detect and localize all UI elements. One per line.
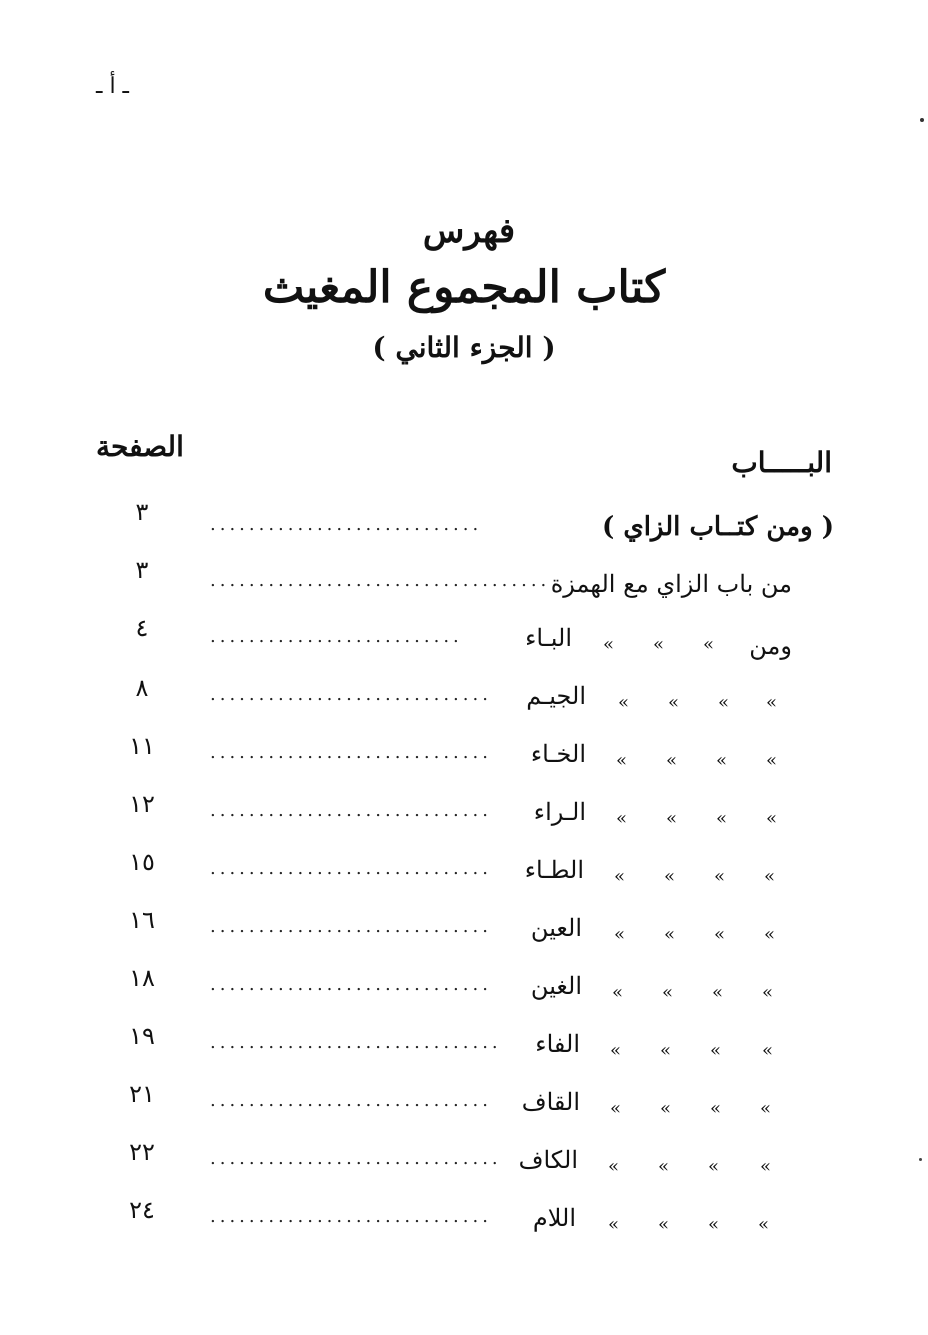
toc-page: ١١ <box>129 732 155 760</box>
ditto-mark: » <box>660 1098 672 1119</box>
toc-label: الخـاء <box>530 740 586 768</box>
toc-page: ١٨ <box>129 964 155 992</box>
ditto-mark: » <box>762 982 774 1003</box>
toc-dots: ............................. <box>210 1206 492 1227</box>
ditto-mark: » <box>608 1156 620 1177</box>
page-mark: ـ أ ـ <box>96 74 129 99</box>
ditto-mark: » <box>608 1214 620 1235</box>
toc-dots: .............................. <box>210 1148 502 1169</box>
ditto-mark: » <box>660 1040 672 1061</box>
ditto-mark: » <box>712 982 724 1003</box>
ditto-mark: » <box>603 634 615 655</box>
ditto-mark: » <box>764 924 776 945</box>
ditto-mark: » <box>653 634 665 655</box>
toc-page: ٢١ <box>129 1080 155 1108</box>
toc-row <box>0 1196 928 1262</box>
ditto-mark: » <box>714 866 726 887</box>
ditto-mark: » <box>664 924 676 945</box>
ditto-mark: » <box>708 1156 720 1177</box>
ditto-mark: » <box>708 1214 720 1235</box>
ditto-mark: » <box>612 982 624 1003</box>
toc-label: القاف <box>521 1088 580 1116</box>
toc-page: ٨ <box>135 674 149 702</box>
toc-label: العين <box>530 914 582 942</box>
ditto-mark: » <box>610 1040 622 1061</box>
toc-dots: .......................... <box>210 626 463 647</box>
toc-page: ١٥ <box>129 848 155 876</box>
toc-page: ٤ <box>135 614 149 642</box>
ditto-mark: » <box>758 1214 770 1235</box>
toc-dots: ............................. <box>210 1090 492 1111</box>
toc-dots: ................................... <box>210 570 551 591</box>
ditto-mark: » <box>658 1156 670 1177</box>
toc-label: البـاء <box>525 624 572 652</box>
toc-label: الفاء <box>535 1030 580 1058</box>
ditto-mark: » <box>766 692 778 713</box>
ditto-mark: » <box>703 634 715 655</box>
edge-mark <box>920 118 924 122</box>
ditto-mark: » <box>618 692 630 713</box>
ditto-mark: » <box>716 808 728 829</box>
toc-dots: ............................. <box>210 916 492 937</box>
title-index: فهرس <box>422 211 516 251</box>
ditto-mark: » <box>610 1098 622 1119</box>
header-page: الصفحة <box>96 430 184 463</box>
toc-label: من باب الزاي مع الهمزة <box>550 570 792 598</box>
ditto-mark: » <box>664 866 676 887</box>
toc-prefix: ومن <box>749 632 792 660</box>
toc-dots: ............................. <box>210 800 492 821</box>
ditto-mark: » <box>668 692 680 713</box>
ditto-mark: » <box>666 808 678 829</box>
ditto-mark: » <box>616 750 628 771</box>
toc-dots: ............................. <box>210 858 492 879</box>
toc-page: ١٦ <box>129 906 155 934</box>
ditto-mark: » <box>718 692 730 713</box>
ditto-mark: » <box>662 982 674 1003</box>
ditto-mark: » <box>710 1098 722 1119</box>
toc-page: ٢٤ <box>129 1196 155 1224</box>
toc-dots: ............................. <box>210 684 492 705</box>
toc-label: الغين <box>530 972 582 1000</box>
ditto-mark: » <box>766 750 778 771</box>
toc-dots: ............................. <box>210 974 492 995</box>
title-volume: ( الجزء الثاني ) <box>372 331 556 364</box>
toc-label: الكاف <box>518 1146 578 1174</box>
ditto-mark: » <box>766 808 778 829</box>
toc-dots: ............................. <box>210 742 492 763</box>
toc-page: ٣ <box>135 556 149 584</box>
ditto-mark: » <box>716 750 728 771</box>
toc-label: اللام <box>532 1204 576 1232</box>
ditto-mark: » <box>714 924 726 945</box>
toc-label: ( ومن كتــاب الزاي ) <box>601 512 834 542</box>
toc-page: ٣ <box>135 498 149 526</box>
title-block <box>0 206 928 376</box>
ditto-mark: » <box>762 1040 774 1061</box>
toc-label: الجيـم <box>526 682 586 710</box>
ditto-mark: » <box>658 1214 670 1235</box>
ditto-mark: » <box>666 750 678 771</box>
toc-label: الطـاء <box>524 856 584 884</box>
header-chapter: البـــــاب <box>731 446 832 479</box>
title-book: كتاب المجموع المغيث <box>262 262 666 313</box>
toc-dots: ............................ <box>210 514 483 535</box>
toc-page: ١٩ <box>129 1022 155 1050</box>
ditto-mark: » <box>616 808 628 829</box>
ditto-mark: » <box>614 924 626 945</box>
toc-dots: .............................. <box>210 1032 502 1053</box>
ditto-mark: » <box>710 1040 722 1061</box>
ditto-mark: » <box>614 866 626 887</box>
toc-page: ١٢ <box>129 790 155 818</box>
toc-label: الـراء <box>533 798 586 826</box>
toc-page: ٢٢ <box>129 1138 155 1166</box>
ditto-mark: » <box>760 1098 772 1119</box>
ditto-mark: » <box>760 1156 772 1177</box>
ditto-mark: » <box>764 866 776 887</box>
